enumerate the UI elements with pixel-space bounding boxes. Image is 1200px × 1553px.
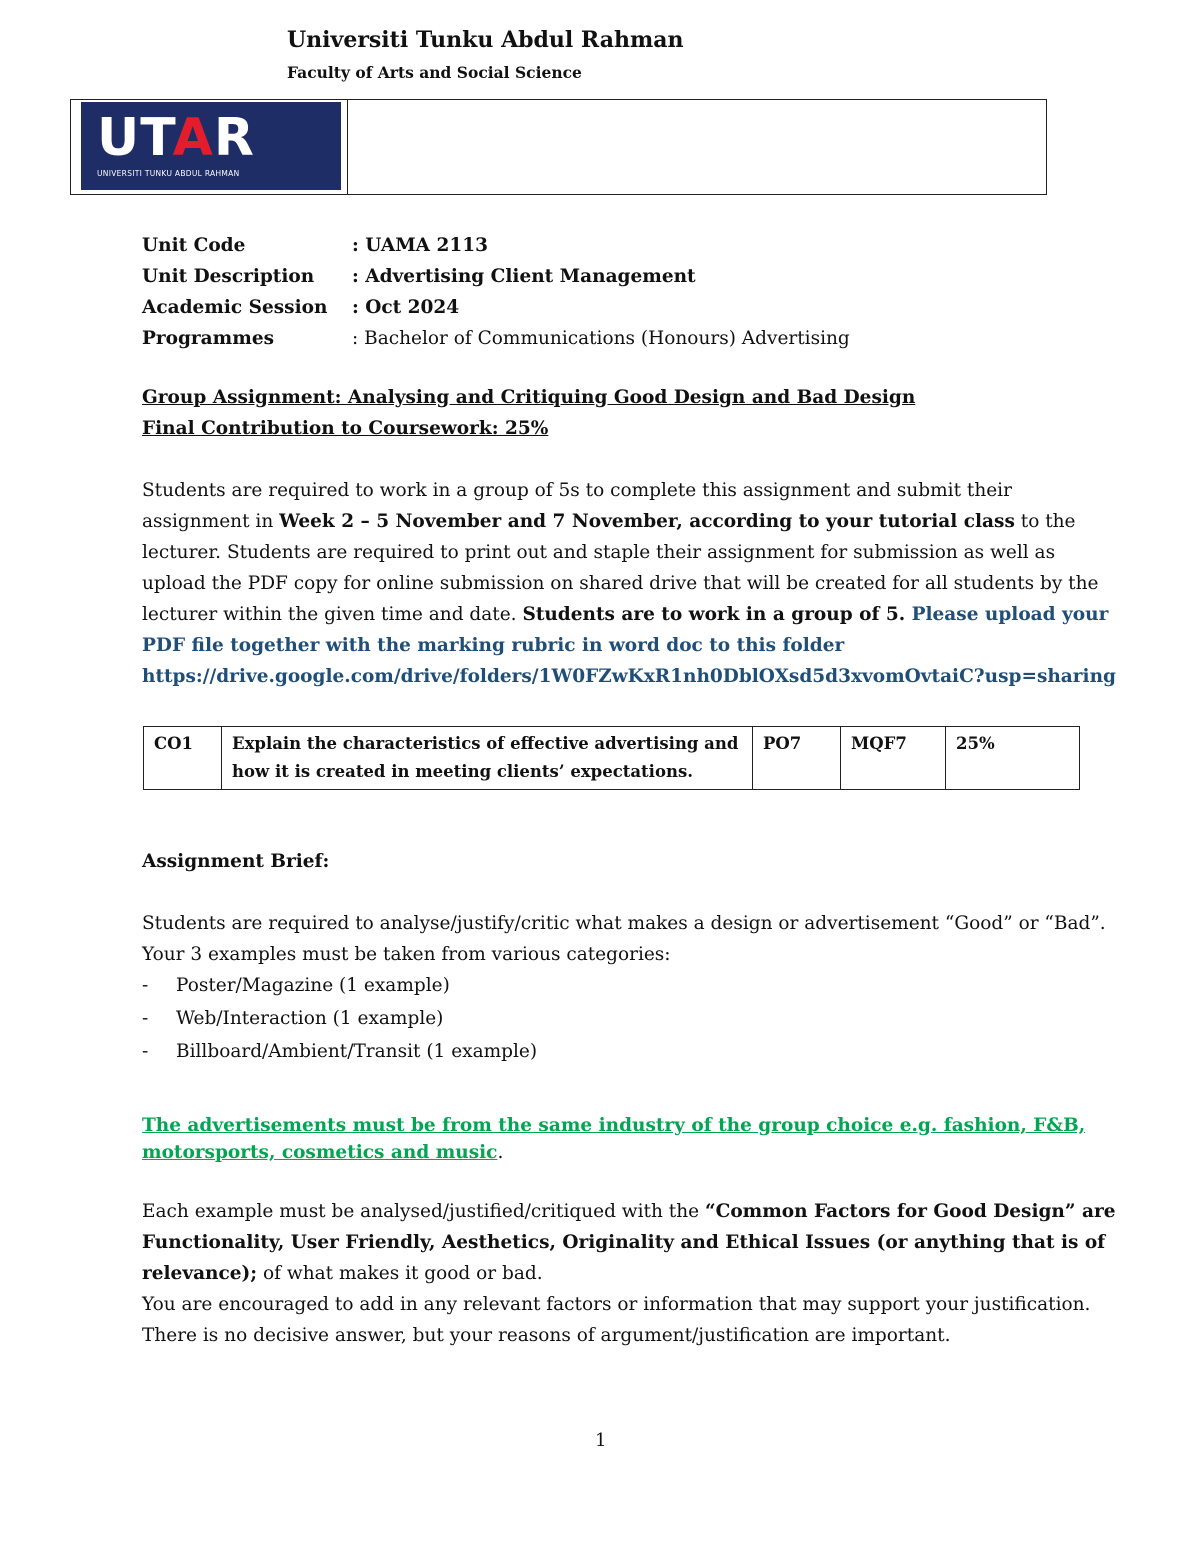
brief-line: Students are required to analyse/justify/critic what makes a design or advertisement “Good” or “Bad”. — [142, 913, 1106, 934]
list-item-text: Poster/Magazine (1 example) — [176, 975, 450, 996]
utar-logo — [81, 102, 341, 190]
list-item-text: Web/Interaction (1 example) — [176, 1008, 444, 1029]
drive-link[interactable]: https://drive.google.com/drive/folders/1W0FZwKxR1nh0DblOXsd5d3xvomOvtaiC?usp=sharing — [142, 666, 1116, 687]
co-cell: CO1 — [144, 727, 222, 790]
factors-paragraph — [142, 1196, 1117, 1351]
brief-heading: Assignment Brief: — [142, 851, 330, 872]
assignment-title: Group Assignment: Analysing and Critiquing Good Design and Bad Design — [142, 387, 916, 408]
meta-key: Academic Session — [142, 297, 328, 318]
meta-value: : Oct 2024 — [352, 297, 460, 318]
meta-row-academic-session — [142, 292, 850, 323]
meta-key: Programmes — [142, 328, 275, 349]
meta-value: : Advertising Client Management — [352, 266, 696, 287]
logo-cell — [71, 100, 348, 194]
intro-paragraph — [142, 475, 1117, 692]
header-box — [70, 99, 1047, 195]
factors-line: There is no decisive answer, but your reasons of argument/justification are important. — [142, 1325, 951, 1346]
list-item — [142, 1003, 1117, 1036]
upload-instruction: Please upload your PDF file together with the marking rubric in word doc to this folder — [142, 604, 1109, 656]
intro-text: Students are required to work in a group of 5s to complete this assignment and submit their assignment in — [142, 480, 1012, 532]
assignment-brief — [142, 846, 1117, 1069]
course-outcome-table — [143, 726, 1080, 790]
industry-note — [142, 1112, 1117, 1166]
factors-line: You are encouraged to add in any relevant factors or information that may support your justification. — [142, 1294, 1091, 1315]
list-dash: - — [142, 1041, 149, 1062]
faculty-name: Faculty of Arts and Social Science — [287, 63, 582, 82]
unit-meta — [142, 230, 850, 354]
university-name: Universiti Tunku Abdul Rahman — [287, 27, 684, 53]
logo-text: UTAR — [97, 108, 255, 168]
intro-text: to the lecturer. Students are required to print out and staple their assignment for submission as well as upload the PDF copy for online submission on shared drive that will be created for all students by the lecturer within the given time and date. — [142, 511, 1099, 625]
assignment-heading — [142, 382, 1117, 444]
list-item-text: Billboard/Ambient/Transit (1 example) — [176, 1041, 538, 1062]
meta-row-unit-description — [142, 261, 850, 292]
industry-requirement: The advertisements must be from the same industry of the group choice e.g. fashion, F&B, motorsports, cosmetics and music — [142, 1115, 1086, 1163]
co-description-cell: Explain the characteristics of effective advertising and how it is created in meeting clients’ expectations. — [222, 727, 753, 790]
meta-value: : UAMA 2113 — [352, 235, 488, 256]
factors-text: Each example must be analysed/justified/critiqued with the — [142, 1201, 705, 1222]
meta-row-unit-code — [142, 230, 850, 261]
submission-week: Week 2 – 5 November and 7 November, according to your tutorial class — [279, 511, 1015, 532]
list-dash: - — [142, 1008, 149, 1029]
table-row — [144, 727, 1080, 790]
meta-key: Unit Code — [142, 235, 246, 256]
list-dash: - — [142, 975, 149, 996]
weight-cell: 25% — [946, 727, 1080, 790]
industry-period: . — [497, 1142, 504, 1163]
po-cell: PO7 — [753, 727, 841, 790]
group-size-note: Students are to work in a group of 5. — [522, 604, 906, 625]
page-number: 1 — [595, 1430, 607, 1451]
meta-key: Unit Description — [142, 266, 315, 287]
mqf-cell: MQF7 — [841, 727, 946, 790]
list-item — [142, 1036, 1117, 1069]
brief-line: Your 3 examples must be taken from various categories: — [142, 944, 671, 965]
meta-value: : Bachelor of Communications (Honours) Advertising — [352, 328, 850, 349]
university-cell — [348, 100, 358, 194]
meta-row-programmes — [142, 323, 850, 354]
list-item — [142, 970, 1117, 1003]
coursework-contribution: Final Contribution to Coursework: 25% — [142, 418, 549, 439]
factors-text: of what makes it good or bad. — [257, 1263, 543, 1284]
logo-subtitle: UNIVERSITI TUNKU ABDUL RAHMAN — [97, 169, 240, 178]
common-factors: “Common Factors for Good Design” are Functionality, User Friendly, Aesthetics, Originality and Ethical Issues (or anything that is of relevance); — [142, 1201, 1116, 1284]
